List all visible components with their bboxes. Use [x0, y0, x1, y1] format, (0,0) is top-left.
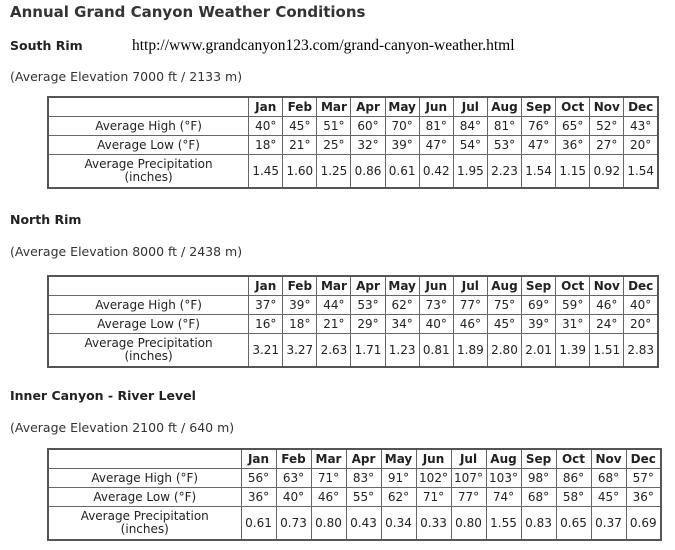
value-cell: 0.81 [419, 334, 453, 368]
month-header: Nov [590, 97, 624, 117]
row-label: Average High (°F) [48, 469, 241, 488]
value-cell: 53° [487, 136, 521, 155]
value-cell: 57° [626, 469, 661, 488]
header-row [48, 449, 661, 469]
value-cell: 0.92 [590, 155, 624, 189]
value-cell: 0.43 [346, 507, 381, 541]
value-cell: 0.80 [451, 507, 486, 541]
value-cell: 0.42 [419, 155, 453, 189]
value-cell: 44° [317, 296, 351, 315]
value-cell: 76° [522, 117, 556, 136]
month-header: Oct [556, 449, 591, 469]
value-cell: 0.34 [381, 507, 416, 541]
value-cell: 46° [311, 488, 346, 507]
value-cell: 20° [624, 315, 658, 334]
row-label: Average High (°F) [48, 296, 249, 315]
value-cell: 0.80 [311, 507, 346, 541]
row-label [48, 155, 249, 189]
month-header: Dec [624, 276, 658, 296]
row-label-line: Average Precipitation [84, 157, 213, 171]
month-header: Sep [522, 276, 556, 296]
value-cell: 27° [590, 136, 624, 155]
value-cell: 84° [453, 117, 487, 136]
corner-cell [48, 276, 249, 296]
month-header: Aug [487, 97, 521, 117]
value-cell: 34° [385, 315, 419, 334]
month-header: Aug [486, 449, 521, 469]
value-cell: 56° [241, 469, 276, 488]
value-cell: 46° [453, 315, 487, 334]
month-header: Jun [419, 97, 453, 117]
value-cell: 81° [487, 117, 521, 136]
value-cell: 55° [346, 488, 381, 507]
row-label-line: (inches) [124, 170, 173, 184]
month-header: Jul [451, 449, 486, 469]
high-row [48, 296, 658, 315]
value-cell: 1.60 [283, 155, 317, 189]
value-cell: 40° [249, 117, 283, 136]
value-cell: 98° [521, 469, 556, 488]
value-cell: 81° [419, 117, 453, 136]
value-cell: 2.63 [317, 334, 351, 368]
month-header: Sep [521, 449, 556, 469]
value-cell: 36° [626, 488, 661, 507]
row-label: Average Low (°F) [48, 136, 249, 155]
value-cell: 0.73 [276, 507, 311, 541]
value-cell: 45° [591, 488, 626, 507]
value-cell: 36° [241, 488, 276, 507]
value-cell: 21° [317, 315, 351, 334]
value-cell: 65° [556, 117, 590, 136]
month-header: Apr [351, 97, 385, 117]
value-cell: 1.39 [556, 334, 590, 368]
row-label [48, 507, 241, 541]
value-cell: 52° [590, 117, 624, 136]
value-cell: 31° [556, 315, 590, 334]
value-cell: 69° [522, 296, 556, 315]
value-cell: 2.01 [522, 334, 556, 368]
high-row [48, 117, 658, 136]
month-header: Jun [419, 276, 453, 296]
value-cell: 39° [385, 136, 419, 155]
value-cell: 68° [521, 488, 556, 507]
month-header: May [385, 276, 419, 296]
corner-cell [48, 97, 249, 117]
month-header: Dec [624, 97, 658, 117]
row-label [48, 334, 249, 368]
value-cell: 21° [283, 136, 317, 155]
row-label: Average High (°F) [48, 117, 249, 136]
value-cell: 1.54 [624, 155, 658, 189]
section-title-inner-canyon: Inner Canyon - River Level [10, 388, 196, 403]
value-cell: 77° [451, 488, 486, 507]
value-cell: 0.65 [556, 507, 591, 541]
value-cell: 62° [385, 296, 419, 315]
value-cell: 45° [487, 315, 521, 334]
value-cell: 60° [351, 117, 385, 136]
value-cell: 36° [556, 136, 590, 155]
value-cell: 29° [351, 315, 385, 334]
precip-row [48, 334, 658, 368]
value-cell: 103° [486, 469, 521, 488]
section-title-south-rim: South Rim [10, 38, 83, 53]
month-header: Nov [590, 276, 624, 296]
value-cell: 40° [276, 488, 311, 507]
month-header: Feb [283, 97, 317, 117]
value-cell: 43° [624, 117, 658, 136]
source-url: http://www.grandcanyon123.com/grand-canyon-weather.html [132, 37, 515, 54]
high-row [48, 469, 661, 488]
row-label: Average Low (°F) [48, 488, 241, 507]
section-title-north-rim: North Rim [10, 212, 82, 227]
value-cell: 63° [276, 469, 311, 488]
value-cell: 75° [487, 296, 521, 315]
value-cell: 74° [486, 488, 521, 507]
value-cell: 1.71 [351, 334, 385, 368]
value-cell: 32° [351, 136, 385, 155]
value-cell: 73° [419, 296, 453, 315]
value-cell: 1.55 [486, 507, 521, 541]
value-cell: 54° [453, 136, 487, 155]
value-cell: 2.23 [487, 155, 521, 189]
value-cell: 18° [249, 136, 283, 155]
value-cell: 40° [419, 315, 453, 334]
value-cell: 0.37 [591, 507, 626, 541]
page-title: Annual Grand Canyon Weather Conditions [10, 3, 366, 21]
low-row [48, 315, 658, 334]
value-cell: 77° [453, 296, 487, 315]
value-cell: 0.33 [416, 507, 451, 541]
value-cell: 1.95 [453, 155, 487, 189]
value-cell: 39° [522, 315, 556, 334]
month-header: Aug [487, 276, 521, 296]
value-cell: 46° [590, 296, 624, 315]
value-cell: 39° [283, 296, 317, 315]
month-header: Jul [453, 97, 487, 117]
weather-table-north-rim [47, 275, 659, 368]
month-header: Sep [522, 97, 556, 117]
value-cell: 51° [317, 117, 351, 136]
value-cell: 1.23 [385, 334, 419, 368]
month-header: Jan [249, 276, 283, 296]
value-cell: 102° [416, 469, 451, 488]
elevation-north-rim: (Average Elevation 8000 ft / 2438 m) [10, 244, 243, 259]
value-cell: 1.54 [522, 155, 556, 189]
month-header: Mar [317, 276, 351, 296]
month-header: Dec [626, 449, 661, 469]
value-cell: 83° [346, 469, 381, 488]
value-cell: 3.21 [249, 334, 283, 368]
value-cell: 71° [311, 469, 346, 488]
month-header: May [381, 449, 416, 469]
month-header: Oct [556, 276, 590, 296]
value-cell: 40° [624, 296, 658, 315]
value-cell: 53° [351, 296, 385, 315]
elevation-south-rim: (Average Elevation 7000 ft / 2133 m) [10, 69, 243, 84]
row-label-line: Average Precipitation [80, 509, 209, 523]
value-cell: 71° [416, 488, 451, 507]
row-label-line: (inches) [124, 349, 173, 363]
month-header: Apr [351, 276, 385, 296]
corner-cell [48, 449, 241, 469]
month-header: Feb [276, 449, 311, 469]
month-header: Jan [241, 449, 276, 469]
value-cell: 0.69 [626, 507, 661, 541]
value-cell: 18° [283, 315, 317, 334]
value-cell: 1.25 [317, 155, 351, 189]
value-cell: 59° [556, 296, 590, 315]
month-header: Feb [283, 276, 317, 296]
value-cell: 47° [522, 136, 556, 155]
value-cell: 1.15 [556, 155, 590, 189]
value-cell: 16° [249, 315, 283, 334]
value-cell: 1.45 [249, 155, 283, 189]
precip-row [48, 155, 658, 189]
value-cell: 25° [317, 136, 351, 155]
weather-table-south-rim [47, 96, 659, 189]
value-cell: 45° [283, 117, 317, 136]
value-cell: 0.61 [241, 507, 276, 541]
value-cell: 68° [591, 469, 626, 488]
value-cell: 107° [451, 469, 486, 488]
month-header: Mar [317, 97, 351, 117]
value-cell: 58° [556, 488, 591, 507]
value-cell: 0.86 [351, 155, 385, 189]
month-header: Jan [249, 97, 283, 117]
value-cell: 47° [419, 136, 453, 155]
month-header: Mar [311, 449, 346, 469]
value-cell: 70° [385, 117, 419, 136]
value-cell: 86° [556, 469, 591, 488]
value-cell: 3.27 [283, 334, 317, 368]
value-cell: 62° [381, 488, 416, 507]
row-label-line: (inches) [120, 522, 169, 536]
month-header: Jun [416, 449, 451, 469]
value-cell: 91° [381, 469, 416, 488]
header-row [48, 97, 658, 117]
elevation-inner-canyon: (Average Elevation 2100 ft / 640 m) [10, 420, 235, 435]
month-header: Nov [591, 449, 626, 469]
value-cell: 0.61 [385, 155, 419, 189]
row-label-line: Average Precipitation [84, 336, 213, 350]
value-cell: 2.83 [624, 334, 658, 368]
precip-row [48, 507, 661, 541]
value-cell: 0.83 [521, 507, 556, 541]
weather-table-inner-canyon [47, 448, 662, 541]
value-cell: 1.51 [590, 334, 624, 368]
header-row [48, 276, 658, 296]
month-header: Jul [453, 276, 487, 296]
month-header: May [385, 97, 419, 117]
value-cell: 1.89 [453, 334, 487, 368]
value-cell: 2.80 [487, 334, 521, 368]
low-row [48, 488, 661, 507]
value-cell: 37° [249, 296, 283, 315]
month-header: Apr [346, 449, 381, 469]
value-cell: 24° [590, 315, 624, 334]
row-label: Average Low (°F) [48, 315, 249, 334]
month-header: Oct [556, 97, 590, 117]
low-row [48, 136, 658, 155]
value-cell: 20° [624, 136, 658, 155]
